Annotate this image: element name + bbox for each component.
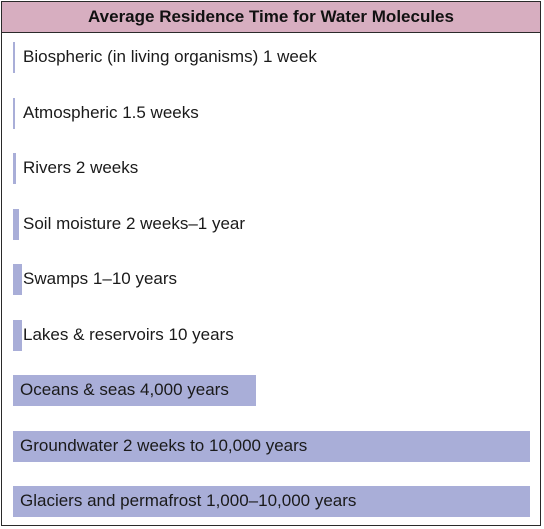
- bar-area: [2, 2, 540, 525]
- chart-title: Average Residence Time for Water Molecules: [2, 2, 540, 33]
- bar-6: [13, 320, 22, 351]
- bar-label-1: Biospheric (in living organisms) 1 week: [23, 47, 317, 66]
- bar-label-4: Soil moisture 2 weeks–1 year: [23, 214, 246, 233]
- bar-label-5: Swamps 1–10 years: [23, 269, 178, 288]
- bar-label-6: Lakes & reservoirs 10 years: [23, 325, 234, 344]
- bar-label-3: Rivers 2 weeks: [23, 158, 139, 177]
- bar-4: [13, 209, 19, 240]
- bar-2: [13, 98, 15, 129]
- bar-3: [13, 153, 16, 184]
- bar-label-9: Glaciers and permafrost 1,000–10,000 years: [20, 491, 357, 510]
- bar-label-8: Groundwater 2 weeks to 10,000 years: [20, 436, 308, 455]
- chart-frame: [1, 1, 541, 526]
- bar-1: [13, 42, 15, 73]
- bar-5: [13, 264, 22, 295]
- bar-label-7: Oceans & seas 4,000 years: [20, 380, 229, 399]
- bar-label-2: Atmospheric 1.5 weeks: [23, 103, 199, 122]
